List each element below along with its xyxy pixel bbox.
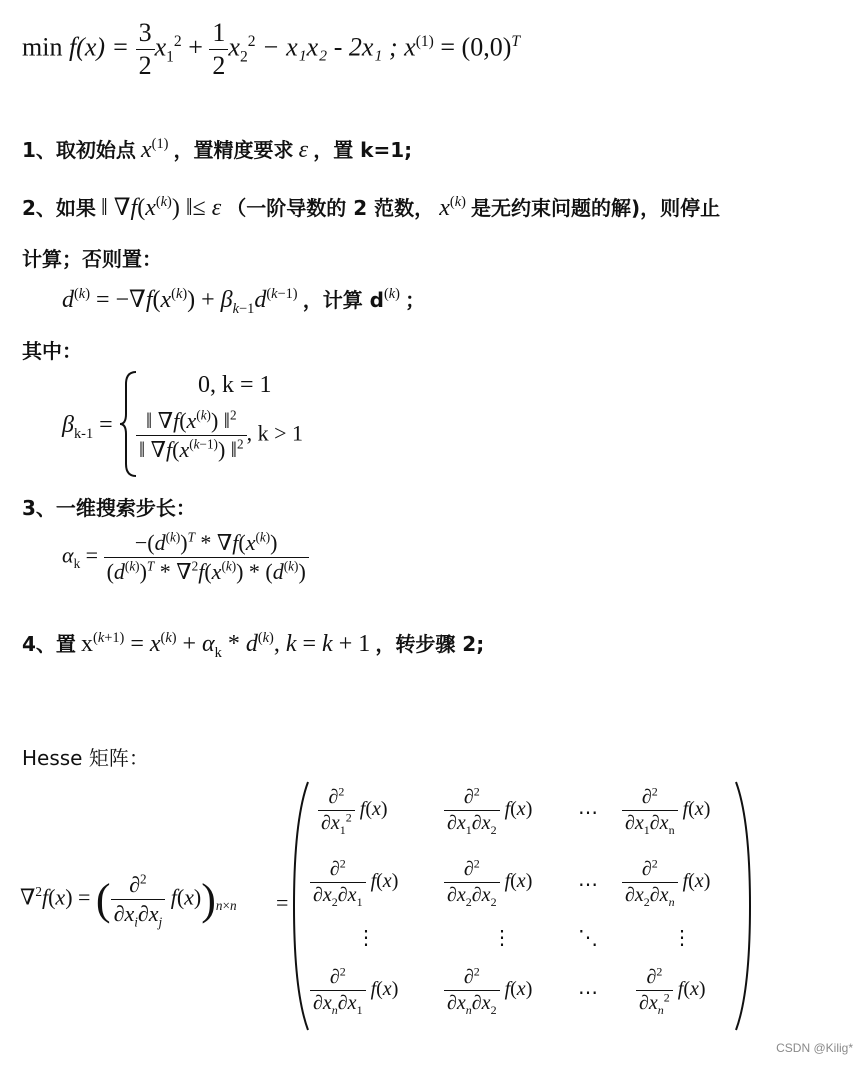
step-1-text-b: ，置精度要求 bbox=[173, 138, 294, 162]
matrix-cell: ⋮ bbox=[492, 927, 512, 949]
step-size-formula: $\alpha_k$ = $\frac{-(d^{(k)})^T * \nabla f(x^{(k)})}{(d^{(k)})^T * \nabla^2f(x^{(k)}) * (d^{(k)})}$ bbox=[62, 530, 309, 585]
objective-function: min f(x) = $\frac{3}{2}$ $x_1^2$ + $\frac{1}{2}$ $x_2^2 - x_1x_2 - 2x_1$ ; $x^{(1)} = (0,0)^T$ bbox=[22, 18, 521, 80]
matrix-cell: ⋮ bbox=[672, 927, 692, 949]
step-2-line-1: 2、如果 ‖ $\nabla f(x^{(k)})$ ‖≤ ε （一阶导数的 2 范数， $x^{(k)}$ 是无约束问题的解)，则停止 bbox=[22, 194, 721, 221]
fraction-3-2: $\frac{3}{2}$ bbox=[136, 18, 155, 81]
matrix-cell: ⋯ bbox=[578, 802, 598, 824]
matrix-cell: ⋮ bbox=[356, 927, 376, 949]
matrix-left-paren bbox=[292, 780, 310, 1032]
step-4: 4、置 $x^{(k+1)} = x^{(k)} + \alpha_k * d^{(k)}$, k = k + 1 ，转步骤 2; bbox=[22, 630, 485, 661]
step-1-text-c: ，置 k=1; bbox=[313, 138, 413, 162]
direction-formula: $d^{(k)} = -\nabla f(x^{(k)}) + \beta_{k-1}d^{(k-1)}$ ，计算 $d^{(k)}$ ； bbox=[62, 286, 426, 317]
step-4-text-b: ，转步骤 2; bbox=[375, 632, 485, 656]
objective-lhs: f(x) = bbox=[68, 32, 130, 62]
direction-end-text: ； bbox=[405, 288, 426, 312]
matrix-cell: $\frac{\partial^2}{\partial x_n\partial x_2}$ f(x) bbox=[444, 966, 532, 1015]
step-3: 3、一维搜索步长： bbox=[22, 496, 196, 520]
beta-case-1: 0, k = 1 bbox=[198, 372, 272, 398]
matrix-cell: $\frac{\partial^2}{\partial x_2\partial x_2}$ f(x) bbox=[444, 858, 532, 907]
step-2-text-c: 是无约束问题的解)，则停止 bbox=[470, 196, 721, 220]
step-2-text-b: （一阶导数的 2 范数， bbox=[226, 196, 435, 220]
step-1-text-a: 1、取初始点 bbox=[22, 138, 136, 162]
matrix-cell: $\frac{\partial^2}{\partial x_n^2}$ f(x) bbox=[636, 966, 706, 1015]
matrix-cell: $\frac{\partial^2}{\partial x_1^2}$ f(x) bbox=[318, 786, 388, 835]
matrix-right-paren bbox=[734, 780, 752, 1032]
matrix-cell: $\frac{\partial^2}{\partial x_2\partial x_n}$ f(x) bbox=[622, 858, 710, 907]
matrix-cell: ⋱ bbox=[578, 927, 598, 949]
step-2-text-a: 2、如果 bbox=[22, 196, 96, 220]
step-2-line-2: 计算；否则置： bbox=[22, 247, 162, 271]
min-operator: min bbox=[22, 32, 63, 62]
matrix-cell: ⋯ bbox=[578, 982, 598, 1004]
hesse-title: Hesse 矩阵： bbox=[22, 746, 149, 770]
matrix-cell: $\frac{\partial^2}{\partial x_n\partial x_1}$ f(x) bbox=[310, 966, 398, 1015]
matrix-cell: $\frac{\partial^2}{\partial x_1\partial x_n}$ f(x) bbox=[622, 786, 710, 835]
fraction-1-2: $\frac{1}{2}$ bbox=[209, 18, 228, 81]
hesse-definition: ∇$^2$f(x) = ( $\frac{\partial^2}{\partial x_i\partial x_j}$ $f(x))_{n\times n}$ bbox=[20, 871, 237, 930]
beta-symbol: $\beta_{k-1}$ = bbox=[62, 412, 113, 442]
beta-case-2-cond: , k > 1 bbox=[246, 420, 303, 446]
matrix-cell: $\frac{\partial^2}{\partial x_2\partial x_1}$ f(x) bbox=[310, 858, 398, 907]
hesse-equals: = bbox=[276, 890, 289, 915]
beta-case-2: $\frac{‖ \nabla f(x^{(k)}) ‖^2}{‖ \nabla f(x^{(k-1)}) ‖^2}$ , k > 1 bbox=[136, 408, 303, 463]
where-label: 其中： bbox=[22, 339, 82, 363]
initial-point: = (0,0) bbox=[440, 32, 512, 62]
watermark: CSDN @Kilig* bbox=[776, 1041, 853, 1055]
matrix-cell: ⋯ bbox=[578, 874, 598, 896]
step-4-text-a: 4、置 bbox=[22, 632, 76, 656]
direction-calc-text: ，计算 d bbox=[302, 288, 384, 312]
objective-rest: − x₁x₂ - 2x₁ ; bbox=[262, 32, 398, 62]
step-1: 1、取初始点 $x^{(1)}$ ，置精度要求 ε ，置 k=1; bbox=[22, 136, 413, 163]
matrix-cell: $\frac{\partial^2}{\partial x_1\partial x_2}$ f(x) bbox=[444, 786, 532, 835]
